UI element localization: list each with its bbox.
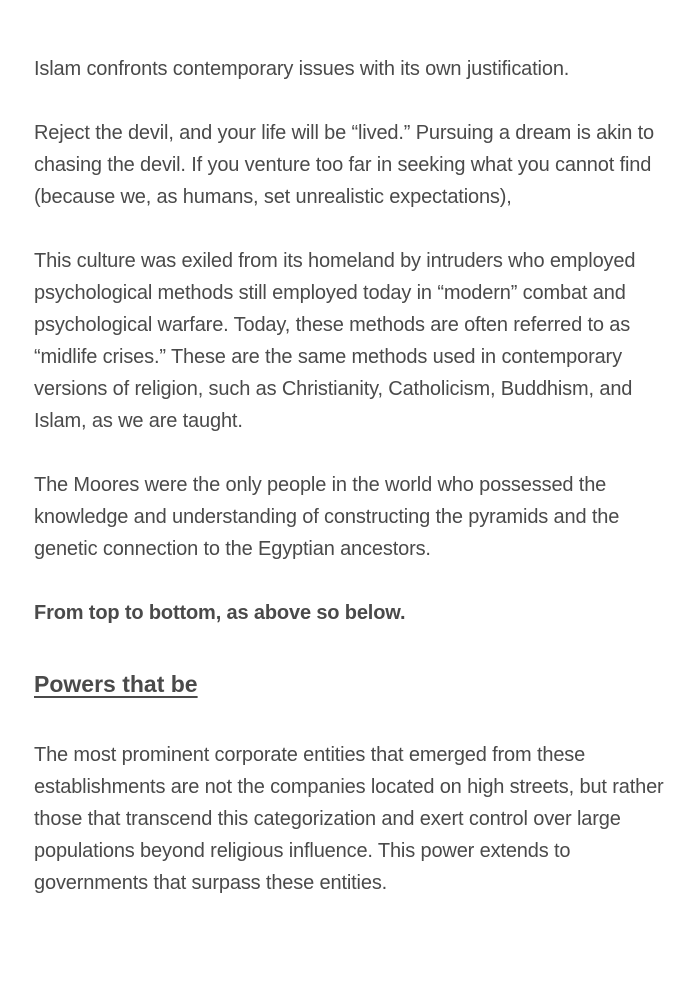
bold-statement: From top to bottom, as above so below. (34, 602, 406, 624)
section-heading: Powers that be (34, 671, 198, 697)
paragraph-culture: This culture was exiled from its homeland by intruders who employed psychological methods still employed today in “modern” combat and psychological warfare. Today, these methods are often referred to as “midlife crises.” These are the same methods used in contemporary versions of religion, such as Christianity, Catholicism, Buddhism, and Islam, as we are taught. (34, 250, 636, 432)
article-body (34, 53, 674, 899)
paragraph-devil: Reject the devil, and your life will be “lived.” Pursuing a dream is akin to chasing the devil. If you venture too far in seeking what you cannot find (because we, as humans, set unrealistic expectations), (34, 122, 655, 208)
paragraph-moores: The Moores were the only people in the world who possessed the knowledge and understanding of constructing the pyramids and the genetic connection to the Egyptian ancestors. (34, 474, 620, 560)
paragraph-powers: The most prominent corporate entities that emerged from these establishments are not the companies located on high streets, but rather those that transcend this categorization and exert control over large populations beyond religious influence. This power extends to governments that surpass these entities. (34, 744, 664, 894)
paragraph-islam: Islam confronts contemporary issues with its own justification. (34, 58, 570, 80)
